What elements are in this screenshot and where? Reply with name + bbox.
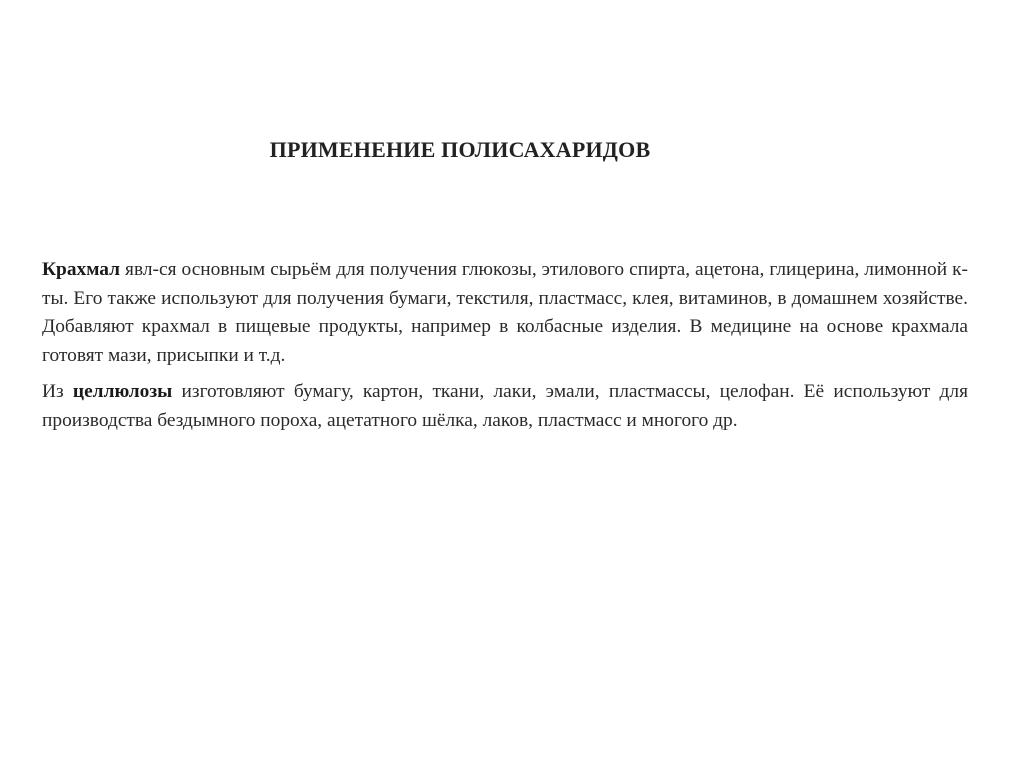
cellulose-intro: Из bbox=[42, 381, 73, 402]
paragraph-starch bbox=[42, 256, 968, 370]
page-title: ПРИМЕНЕНИЕ ПОЛИСАХАРИДОВ bbox=[269, 137, 651, 162]
paragraph-cellulose bbox=[42, 378, 968, 435]
cellulose-term: целлюлозы bbox=[72, 381, 173, 402]
starch-text: явл-ся основным сырьём для получения глюкозы, этилового спирта, ацетона, глицерина, лимонной к-ты. Его также используют для получения бумаги, текстиля, пластмасс, клея, витаминов, в домашнем хозяйстве. Добавляют крахмал в пищевые продукты, например в колбасные изделия. В медицине на основе крахмала готовят мази, присыпки и т.д. bbox=[42, 259, 968, 366]
cellulose-text: изготовляют бумагу, картон, ткани, лаки, эмали, пластмассы, целофан. Её используют для производства бездымного пороха, ацетатного шёлка, лаков, пластмасс и многого др. bbox=[42, 381, 968, 431]
starch-term: Крахмал bbox=[42, 259, 121, 280]
